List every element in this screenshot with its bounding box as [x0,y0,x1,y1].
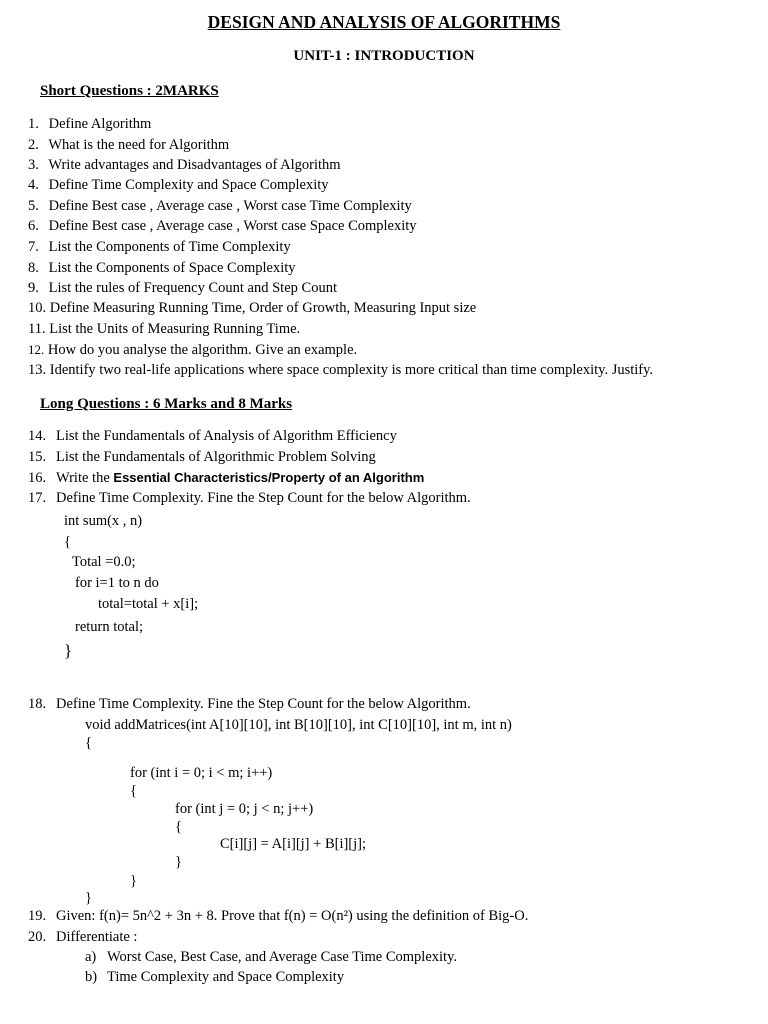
question-15: 15. List the Fundamentals of Algorithmic Problem Solving [28,449,376,465]
code-line: { [175,819,182,835]
sub-item-a: a) Worst Case, Best Case, and Average Case Time Complexity. [85,949,458,965]
question-5: 5. Define Best case , Average case , Worst case Time Complexity [28,198,412,214]
code-line: for (int i = 0; i < m; i++) [130,765,273,781]
question-11: 11. List the Units of Measuring Running Time. [28,321,301,337]
code-line: } [130,873,137,889]
short-questions-heading: Short Questions : 2MARKS [40,83,219,99]
code-line: for (int j = 0; j < n; j++) [175,801,314,817]
question-13: 13. Identify two real-life applications where space complexity is more critical than time complexity. Justify. [28,362,654,378]
code-line: { [64,534,71,550]
question-14: 14. List the Fundamentals of Analysis of Algorithm Efficiency [28,428,397,444]
question-6: 6. Define Best case , Average case , Worst case Space Complexity [28,218,417,234]
code-line: int sum(x , n) [64,513,143,529]
code-line: { [85,735,92,751]
question-17: 17. Define Time Complexity. Fine the Step Count for the below Algorithm. [28,490,471,506]
long-questions-heading: Long Questions : 6 Marks and 8 Marks [40,396,293,412]
code-line: C[i][j] = A[i][j] + B[i][j]; [220,836,367,852]
question-8: 8. List the Components of Space Complexity [28,260,296,276]
sub-item-b: b) Time Complexity and Space Complexity [85,969,345,985]
code-line: } [85,890,92,906]
document-title: DESIGN AND ANALYSIS OF ALGORITHMS [207,12,561,32]
question-2: 2. What is the need for Algorithm [28,137,230,153]
question-18: 18. Define Time Complexity. Fine the Step Count for the below Algorithm. [28,696,471,712]
question-20: 20. Differentiate : [28,929,138,945]
question-4: 4. Define Time Complexity and Space Complexity [28,177,329,193]
question-9: 9. List the rules of Frequency Count and Step Count [28,280,337,296]
question-19: 19. Given: f(n)= 5n^2 + 3n + 8. Prove that f(n) = O(n²) using the definition of Big-O. [28,908,529,924]
question-7: 7. List the Components of Time Complexity [28,239,291,255]
question-16: 16. Write the Essential Characteristics/Property of an Algorithm [28,470,425,486]
code-line: void addMatrices(int A[10][10], int B[10][10], int C[10][10], int m, int n) [85,717,512,733]
question-10: 10. Define Measuring Running Time, Order of Growth, Measuring Input size [28,300,477,316]
question-1: 1. Define Algorithm [28,116,152,132]
question-12: 12. How do you analyse the algorithm. Give an example. [28,342,358,358]
code-line: } [64,641,73,660]
code-line: { [130,783,137,799]
unit-heading: UNIT-1 : INTRODUCTION [293,48,475,64]
question-3: 3. Write advantages and Disadvantages of Algorithm [28,157,341,173]
code-line: for i=1 to n do [75,575,159,591]
code-line: Total =0.0; [72,554,136,570]
code-line: } [175,854,182,870]
code-line: return total; [75,619,144,635]
code-line: total=total + x[i]; [98,596,199,612]
